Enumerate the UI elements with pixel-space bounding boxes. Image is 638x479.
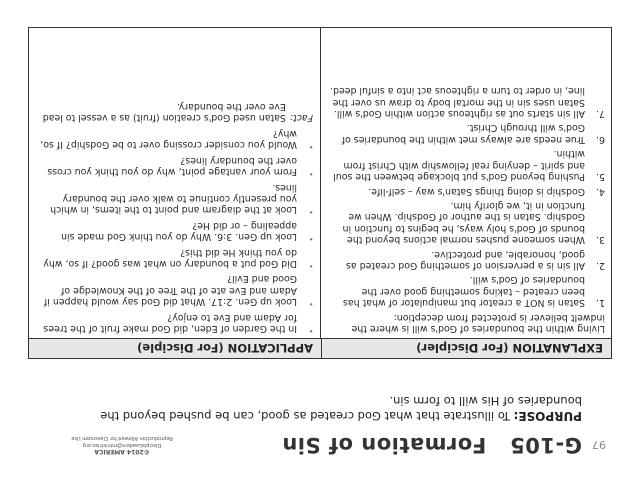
- explanation-intro: Living within the boundaries of God's will is where the indwelt believer is protected from deception:: [351, 311, 605, 334]
- item-number: 5.: [596, 171, 605, 183]
- item-text: From your vantage point, why do you think you cross over the boundary lines?: [47, 154, 297, 178]
- bullet-icon: ᐩ: [309, 139, 313, 151]
- item-number: 6.: [596, 133, 605, 145]
- lesson-title: Formation of Sin: [281, 433, 487, 457]
- item-text: All sin starts out as righteous action within God's will. Satan uses sin in the mortal body to draw us over the line, in order to turn a righteous act into a sinful deed.: [330, 85, 585, 120]
- explanation-column: [327, 82, 605, 334]
- explanation-item: [327, 148, 605, 182]
- item-text: All sin is a perversion of something God created as good, honorable, and protective.: [346, 248, 585, 271]
- fact-note: [35, 101, 313, 124]
- lesson-code: G-105: [509, 433, 582, 457]
- page-title: [282, 433, 582, 457]
- copyright-line-2: DiscipleLeaders@ministries.org: [82, 442, 162, 448]
- explanation-heading: EXPLANATION (For Discipler): [321, 338, 611, 358]
- page-header: [52, 349, 612, 461]
- purpose-text: To illustrate that what God created as good, can be pushed beyond the boundaries of His will to form sin.: [100, 394, 582, 423]
- item-number: 4.: [596, 185, 605, 197]
- application-item: [35, 273, 313, 307]
- explanation-item: [327, 274, 605, 308]
- item-text: Would you consider crossing over to be Godship? If so, why?: [40, 127, 297, 151]
- lesson-table: [28, 27, 612, 359]
- application-item: [35, 219, 313, 242]
- explanation-item: [327, 200, 605, 246]
- explanation-item: [327, 85, 605, 119]
- fact-label: Fact:: [289, 112, 313, 124]
- item-text: Look up Gen. 2:17. What did God say would happen if Adam and Eve ate of the Tree of the Knowledge of Good and Evil?: [43, 273, 297, 308]
- item-text: In the Garden of Eden, did God make fruit of the trees for Adam and Eve to enjoy?: [43, 311, 297, 334]
- item-text: Satan is NOT a creator but manipulator of what has been created – taking something good over the boundaries of God's will.: [343, 274, 585, 309]
- copyright-line-3: Reproduction Allowed for Classroom Use: [71, 435, 173, 441]
- purpose-label: PURPOSE:: [513, 409, 582, 423]
- bullet-icon: ᐩ: [309, 166, 313, 178]
- explanation-item: [327, 185, 605, 196]
- item-number: 1.: [596, 297, 605, 309]
- item-text: Did God put a boundary on what was good? If so, why do you think He did this?: [43, 246, 297, 269]
- explanation-item: [327, 248, 605, 271]
- item-text: When someone pushes normal actions beyond the bounds of God's holy ways, he begins to function in Godship. Satan is the author of Godship. When we function in it, we glorify him.: [342, 199, 585, 246]
- item-number: 3.: [596, 234, 605, 246]
- bullet-icon: ᐩ: [309, 257, 313, 269]
- item-text: Pushing beyond God's put blockage between the soul and spirit – denying real fellowship with Christ from within.: [333, 148, 585, 183]
- column-divider: [320, 28, 321, 338]
- item-text: Look up Gen. 3:6. Why do you think God made sin appealing – or did He?: [61, 219, 297, 243]
- item-number: 2.: [596, 259, 605, 271]
- application-item: [35, 311, 313, 334]
- application-item: [35, 181, 313, 215]
- item-text: Look at the diagram and point to the items, in which you presently continue to walk over the boundary lines.: [50, 181, 297, 216]
- bullet-icon: ᐩ: [309, 204, 313, 216]
- application-item: [35, 246, 313, 269]
- item-text: Godship is doing things Satan's way – self-life.: [368, 185, 585, 197]
- application-column: [35, 101, 313, 334]
- bullet-icon: ᐩ: [309, 296, 313, 308]
- application-heading: APPLICATION (For Disciple): [29, 338, 321, 358]
- application-item: [35, 154, 313, 177]
- bullet-icon: ᐩ: [309, 323, 313, 334]
- bullet-icon: ᐩ: [309, 231, 313, 243]
- fact-text: Satan used God's creation (fruit) as a vessel to lead Eve over the boundary.: [42, 101, 286, 124]
- item-number: 7.: [596, 108, 605, 120]
- purpose-statement: [42, 393, 582, 423]
- item-text: True needs are always met within the boundaries of God's will through Christ.: [341, 122, 585, 145]
- page-number: 97: [592, 438, 606, 451]
- copyright-block: [52, 434, 192, 455]
- copyright-line-1: ©2014 AMERICA: [94, 448, 150, 455]
- explanation-item: [327, 122, 605, 145]
- application-item: [35, 128, 313, 151]
